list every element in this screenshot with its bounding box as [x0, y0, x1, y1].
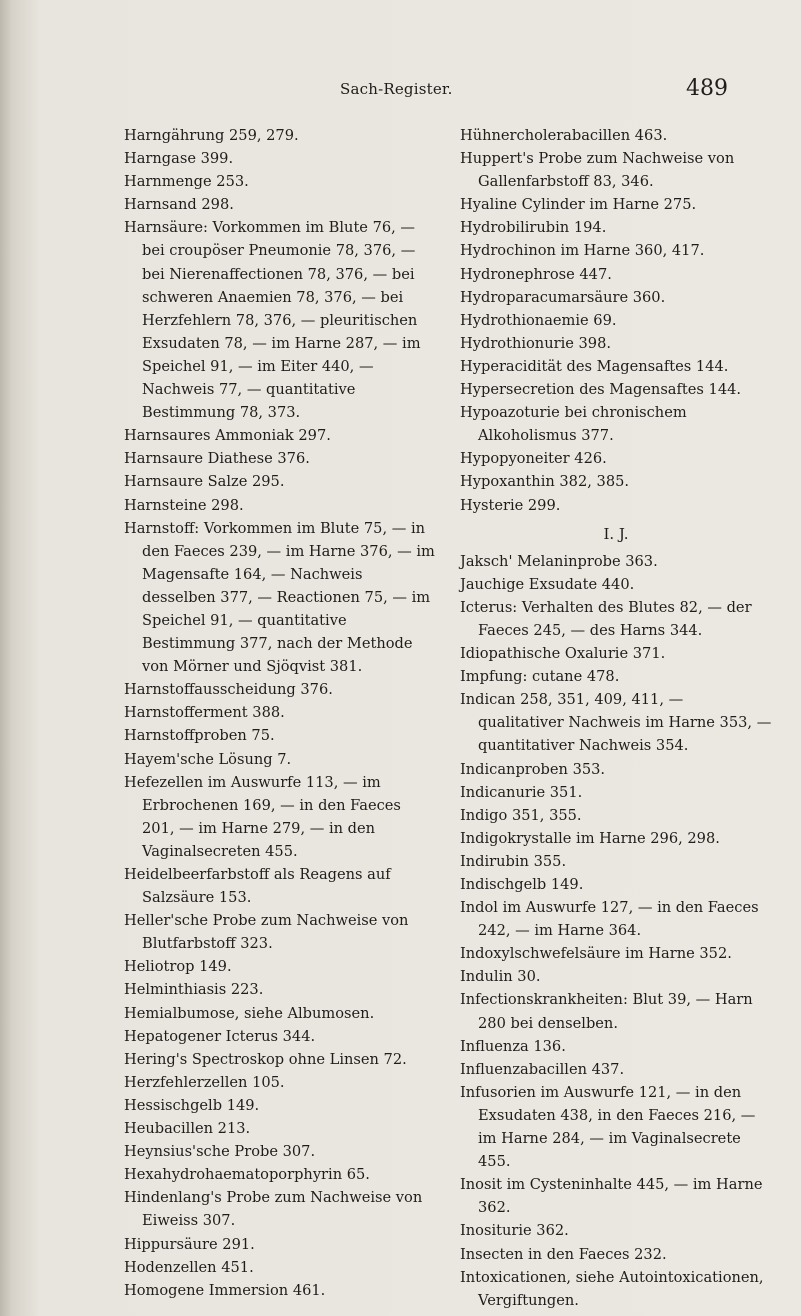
index-entry: Harnsand 298.: [124, 196, 234, 214]
index-entry: Harnstofferment 388.: [124, 704, 285, 722]
index-entry: Hindenlang's Probe zum Nachweise von Eiweiss 307.: [124, 1189, 423, 1230]
index-entry: Harngase 399.: [124, 150, 234, 168]
index-entry: Hodenzellen 451.: [124, 1258, 254, 1276]
index-entry: Harnsteine 298.: [124, 496, 244, 514]
index-entry: Indirubin 355.: [460, 852, 567, 870]
index-entry: Indican 258, 351, 409, 411, — qualitativer Nachweis im Harne 353, — quantitativer Nachweis 354.: [460, 691, 772, 755]
index-entry: Jaksch' Melaninprobe 363.: [460, 552, 658, 570]
index-entry: Influenza 136.: [460, 1037, 566, 1055]
index-entry: Indigokrystalle im Harne 296, 298.: [460, 829, 720, 847]
index-entry: Hypoazoturie bei chronischem Alkoholismus 377.: [460, 404, 687, 445]
index-entry: Hippursäure 291.: [124, 1235, 255, 1253]
index-entry: Hydrochinon im Harne 360, 417.: [460, 242, 705, 260]
index-entry: Indicanproben 353.: [460, 760, 606, 778]
index-entry: Hexahydrohaematoporphyrin 65.: [124, 1166, 370, 1184]
index-entry: Infusorien im Auswurfe 121, — in den Exsudaten 438, in den Faeces 216, — im Harne 284, — im Vaginalsecrete 455.: [460, 1083, 756, 1171]
index-entry: Hypopyoneiter 426.: [460, 450, 607, 468]
index-entry: Hayem'sche Lösung 7.: [124, 750, 292, 768]
index-entry: Helminthiasis 223.: [124, 981, 264, 999]
index-entry: Hysterie 299.: [460, 496, 561, 514]
index-entry: Indulin 30.: [460, 968, 541, 986]
index-entry: Harnstoffproben 75.: [124, 727, 275, 745]
index-entry: Harnsaure Salze 295.: [124, 473, 285, 491]
index-entry: Hypersecretion des Magensaftes 144.: [460, 381, 742, 399]
index-entry: Harnsaures Ammoniak 297.: [124, 427, 331, 445]
index-entry: Homogene Immersion 461.: [124, 1281, 326, 1299]
index-entry: Impfung: cutane 478.: [460, 668, 620, 686]
index-entry: Indischgelb 149.: [460, 876, 584, 893]
index-entry: Heidelbeerfarbstoff als Reagens auf Salzsäure 153.: [124, 866, 391, 907]
index-entry: Hefezellen im Auswurfe 113, — im Erbrochenen 169, — in den Faeces 201, — im Harne 279, — in den Vaginalsecreten 455.: [124, 773, 401, 860]
index-entry: Inositurie 362.: [460, 1222, 569, 1240]
index-entry: Indicanurie 351.: [460, 783, 583, 801]
index-entry: Herzfehlerzellen 105.: [124, 1073, 285, 1091]
index-entry: Hemialbumose, siehe Albumosen.: [124, 1004, 375, 1022]
index-entry: Hyaline Cylinder im Harne 275.: [460, 196, 697, 214]
index-entry: Insecten in den Faeces 232.: [460, 1245, 667, 1263]
page-header: [0, 76, 801, 116]
index-entry: Hydrothionurie 398.: [460, 334, 612, 352]
index-entry: Intoxicationen, siehe Autointoxicationen, Vergiftungen.: [460, 1268, 764, 1309]
index-entry: Idiopathische Oxalurie 371.: [460, 645, 666, 663]
index-column-right: [460, 124, 772, 1312]
index-entry: Inosit im Cysteninhalte 445, — im Harne 362.: [460, 1176, 763, 1217]
index-entry: Hering's Spectroskop ohne Linsen 72.: [124, 1050, 407, 1068]
page-number: 489: [686, 76, 728, 101]
index-entry: Hydroparacumarsäure 360.: [460, 288, 666, 306]
index-entry: Indoxylschwefelsäure im Harne 352.: [460, 945, 732, 963]
index-entry: Hessischgelb 149.: [124, 1096, 260, 1114]
index-entry: Infectionskrankheiten: Blut 39, — Harn 280 bei denselben.: [460, 991, 753, 1032]
index-entry: Harnmenge 253.: [124, 173, 249, 191]
index-entry: Hydronephrose 447.: [460, 265, 612, 283]
index-entry: Heller'sche Probe zum Nachweise von Blutfarbstoff 323.: [124, 912, 409, 953]
index-entry: Harnstoff: Vorkommen im Blute 75, — in den Faeces 239, — im Harne 376, — im Magensafte 164, — Nachweis desselben 377, — Reactionen 75, — im Speichel 91, — quantitative Bestimmung 377, nach der Methode von Mörner und Sjöqvist 381.: [124, 519, 435, 676]
index-entry: Indol im Auswurfe 127, — in den Faeces 242, — im Harne 364.: [460, 899, 759, 940]
index-entry: Hydrothionaemie 69.: [460, 311, 617, 329]
index-entry: Icterus: Verhalten des Blutes 82, — der Faeces 245, — des Harns 344.: [460, 598, 752, 639]
index-entry: Hepatogener Icterus 344.: [124, 1027, 316, 1045]
index-entry: Harnsäure: Vorkommen im Blute 76, — bei croupöser Pneumonie 78, 376, — bei Nierenaffectionen 78, 376, — bei schweren Anaemien 78, 376, — bei Herzfehlern 78, 376, — pleuritischen Exsudaten 78, — im Harne 287, — im Speichel 91, — im Eiter 440, — Nachweis 77, — quantitative Bestimmung 78, 373.: [124, 219, 421, 422]
index-column-left: [124, 124, 436, 1302]
index-entry: Heliotrop 149.: [124, 958, 232, 976]
index-entry: Harnstoffausscheidung 376.: [124, 681, 333, 699]
section-letter-heading: I. J.: [603, 524, 629, 543]
running-title: Sach-Register.: [340, 80, 453, 98]
index-entry: Heynsius'sche Probe 307.: [124, 1143, 316, 1161]
index-entry: Hypoxanthin 382, 385.: [460, 473, 630, 491]
index-entry: Influenzabacillen 437.: [460, 1060, 625, 1078]
index-entry: Indigo 351, 355.: [460, 806, 582, 824]
index-entry: Hyperacidität des Magensaftes 144.: [460, 357, 729, 375]
index-entry: Hühnercholerabacillen 463.: [460, 127, 668, 144]
index-entry: Hydrobilirubin 194.: [460, 219, 607, 237]
index-entry: Huppert's Probe zum Nachweise von Gallenfarbstoff 83, 346.: [460, 150, 735, 191]
index-entry: Harnsaure Diathese 376.: [124, 450, 310, 468]
index-entry: Harngährung 259, 279.: [124, 127, 299, 144]
index-entry: Jauchige Exsudate 440.: [460, 575, 635, 593]
index-entry: Heubacillen 213.: [124, 1120, 251, 1138]
